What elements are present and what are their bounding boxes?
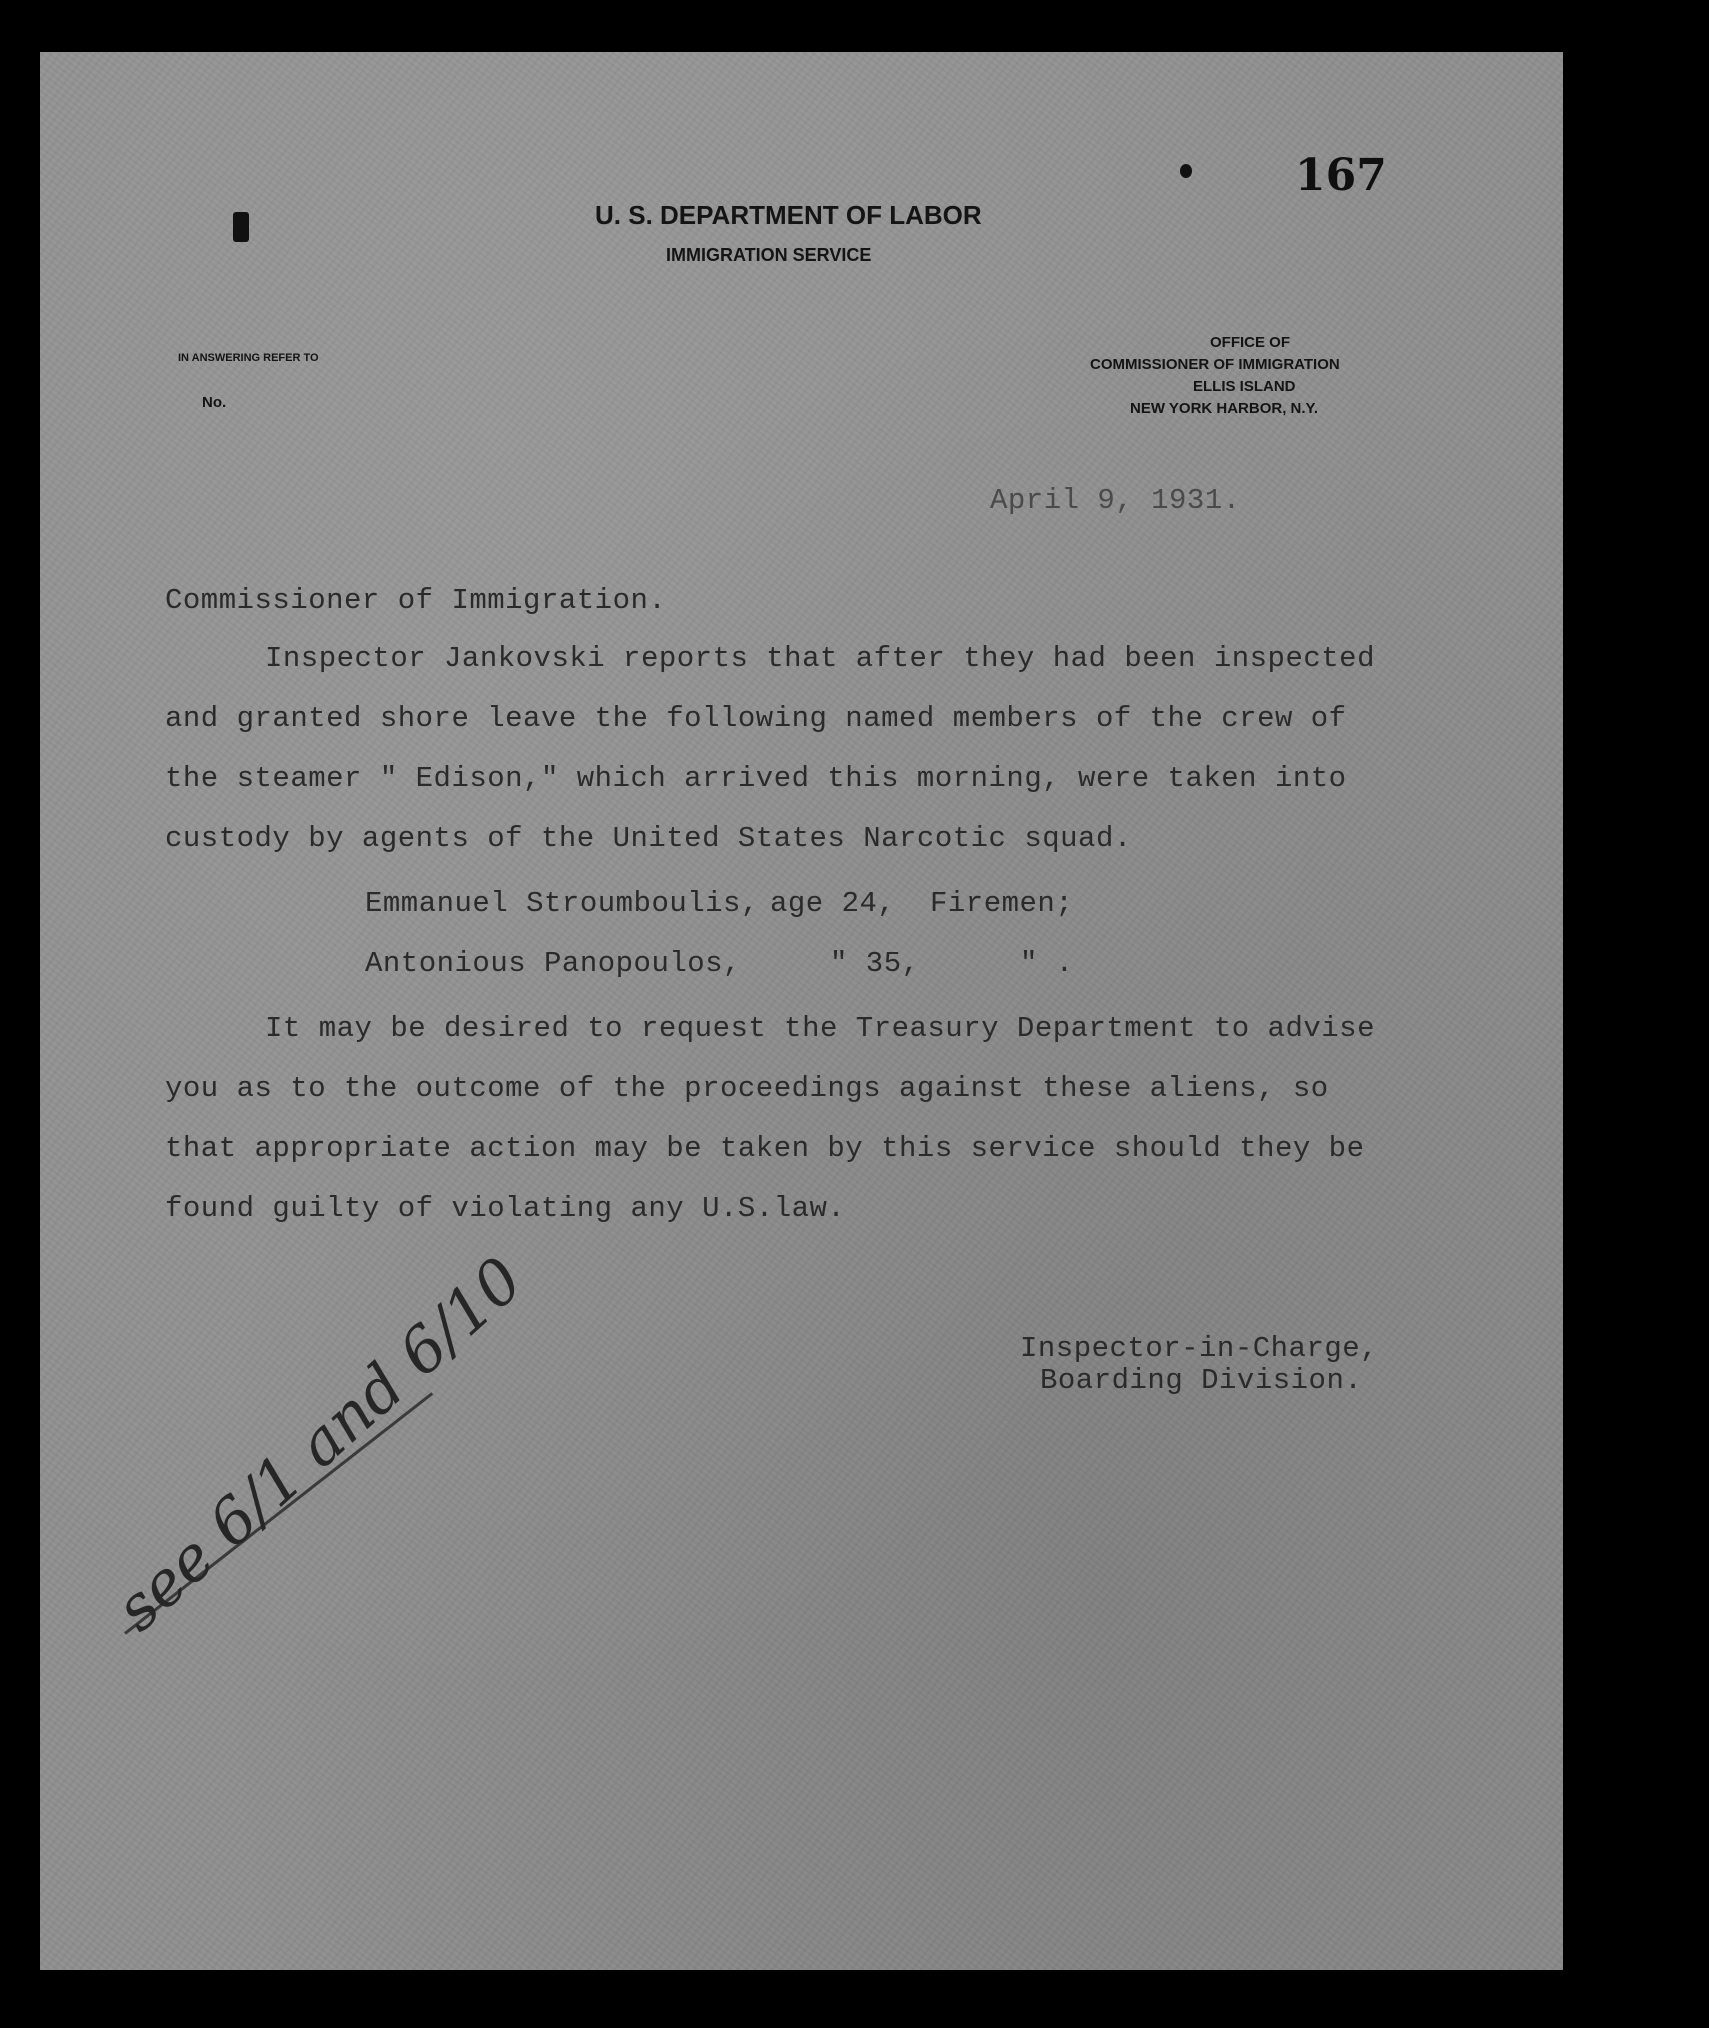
- signature-division: Boarding Division.: [1040, 1364, 1363, 1397]
- body-line: the steamer " Edison," which arrived this morning, were taken into: [165, 762, 1347, 795]
- service-subtitle: IMMIGRATION SERVICE: [666, 245, 872, 265]
- page-number: 167: [1295, 150, 1387, 201]
- body-line: Inspector Jankovski reports that after they had been inspected: [265, 642, 1375, 675]
- body-line: found guilty of violating any U.S.law.: [165, 1192, 846, 1225]
- body-line: and granted shore leave the following named members of the crew of: [165, 702, 1347, 735]
- body-line: that appropriate action may be taken by this service should they be: [165, 1132, 1365, 1165]
- document-page: [40, 52, 1563, 1970]
- office-line: COMMISSIONER OF IMMIGRATION: [1090, 356, 1340, 373]
- crew-role: " .: [1020, 947, 1074, 980]
- signature-title: Inspector-in-Charge,: [1020, 1332, 1379, 1365]
- number-label: No.: [202, 394, 227, 411]
- recipient: Commissioner of Immigration.: [165, 584, 667, 617]
- body-line: you as to the outcome of the proceedings against these aliens, so: [165, 1072, 1329, 1105]
- letter-date: April 9, 1931.: [990, 484, 1241, 517]
- body-line: It may be desired to request the Treasury Department to advise: [265, 1012, 1375, 1045]
- punch-mark: [233, 212, 249, 242]
- office-line: NEW YORK HARBOR, N.Y.: [1130, 400, 1319, 417]
- crew-age: " 35,: [830, 947, 920, 980]
- refer-label: IN ANSWERING REFER TO: [178, 352, 319, 364]
- crew-name: Antonious Panopoulos,: [365, 947, 741, 980]
- office-line: ELLIS ISLAND: [1193, 378, 1296, 395]
- department-title: U. S. DEPARTMENT OF LABOR: [595, 200, 982, 230]
- office-line: OFFICE OF: [1210, 334, 1290, 351]
- crew-age: age 24,: [770, 887, 896, 920]
- body-line: custody by agents of the United States Narcotic squad.: [165, 822, 1132, 855]
- handwritten-note: see 6/1 and 6/10: [101, 1242, 537, 1645]
- ink-mark: [1180, 164, 1192, 178]
- crew-role: Firemen;: [930, 887, 1074, 920]
- crew-name: Emmanuel Stroumboulis,: [365, 887, 759, 920]
